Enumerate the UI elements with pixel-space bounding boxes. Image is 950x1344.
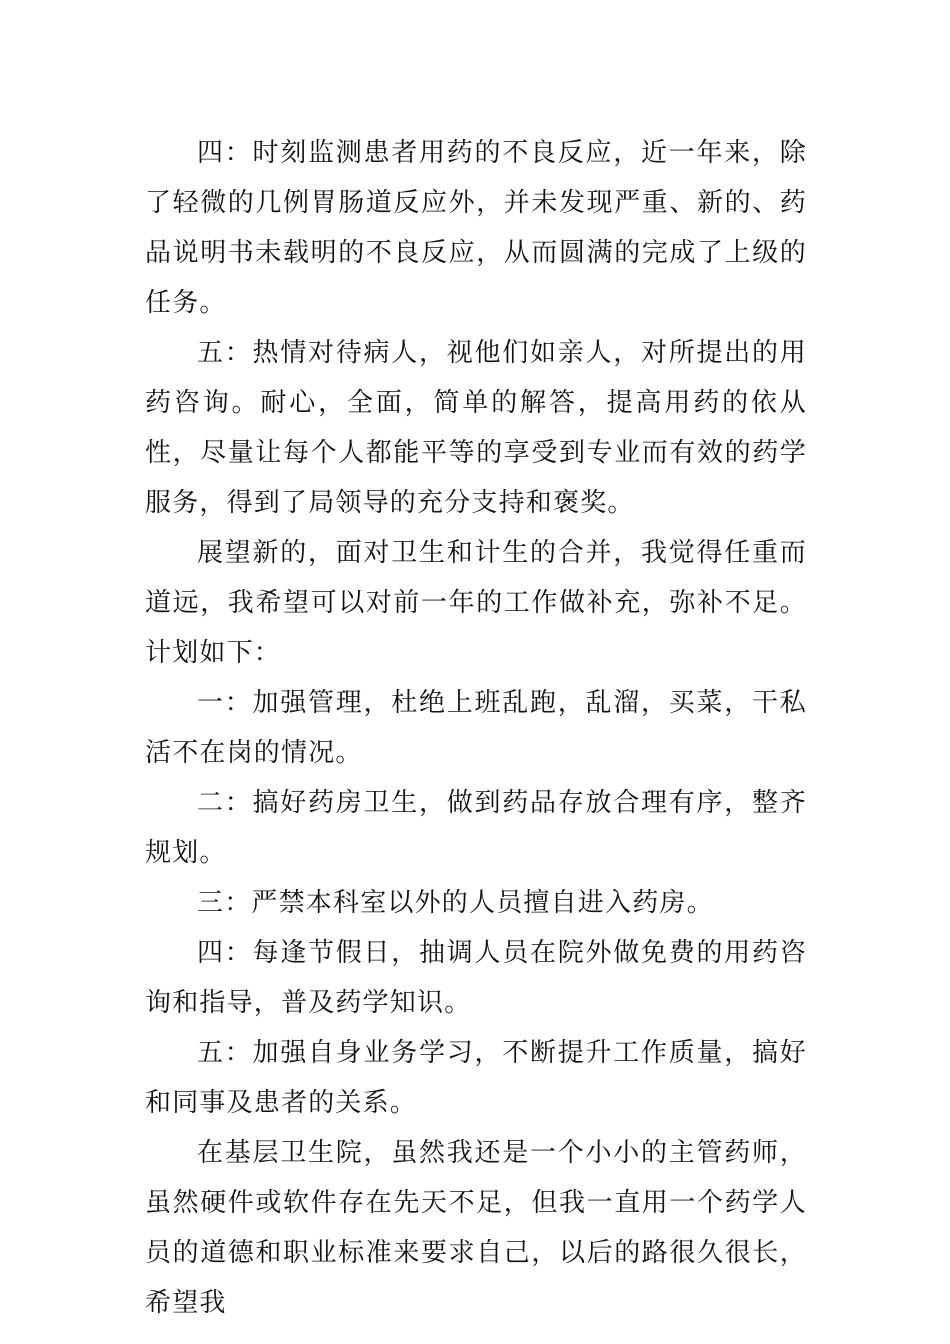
paragraph-monitoring: 四：时刻监测患者用药的不良反应，近一年来，除了轻微的几例胃肠道反应外，并未发现严重、新的、药品说明书未载明的不良反应，从而圆满的完成了上级的任务。	[145, 138, 807, 318]
plan-item-5: 五：加强自身业务学习，不断提升工作质量，搞好和同事及患者的关系。	[145, 1038, 807, 1118]
plan-item-2: 二：搞好药房卫生，做到药品存放合理有序，整齐规划。	[145, 788, 807, 868]
plan-item-4: 四：每逢节假日，抽调人员在院外做免费的用药咨询和指导，普及药学知识。	[145, 938, 807, 1018]
plan-item-3: 三：严禁本科室以外的人员擅自进入药房。	[197, 888, 714, 918]
plan-item-1: 一：加强管理，杜绝上班乱跑，乱溜，买菜，干私活不在岗的情况。	[145, 688, 807, 768]
paragraph-outlook: 展望新的，面对卫生和计生的合并，我觉得任重而道远，我希望可以对前一年的工作做补充，弥补不足。计划如下：	[145, 538, 807, 668]
document-page	[145, 128, 807, 1328]
paragraph-patient-care: 五：热情对待病人，视他们如亲人，对所提出的用药咨询。耐心，全面，简单的解答，提高用药的依从性，尽量让每个人都能平等的享受到专业而有效的药学服务，得到了局领导的充分支持和褒奖。	[145, 338, 807, 518]
paragraph-conclusion: 在基层卫生院，虽然我还是一个小小的主管药师，虽然硬件或软件存在先天不足，但我一直用一个药学人员的道德和职业标准来要求自己，以后的路很久很长，希望我	[145, 1138, 807, 1318]
